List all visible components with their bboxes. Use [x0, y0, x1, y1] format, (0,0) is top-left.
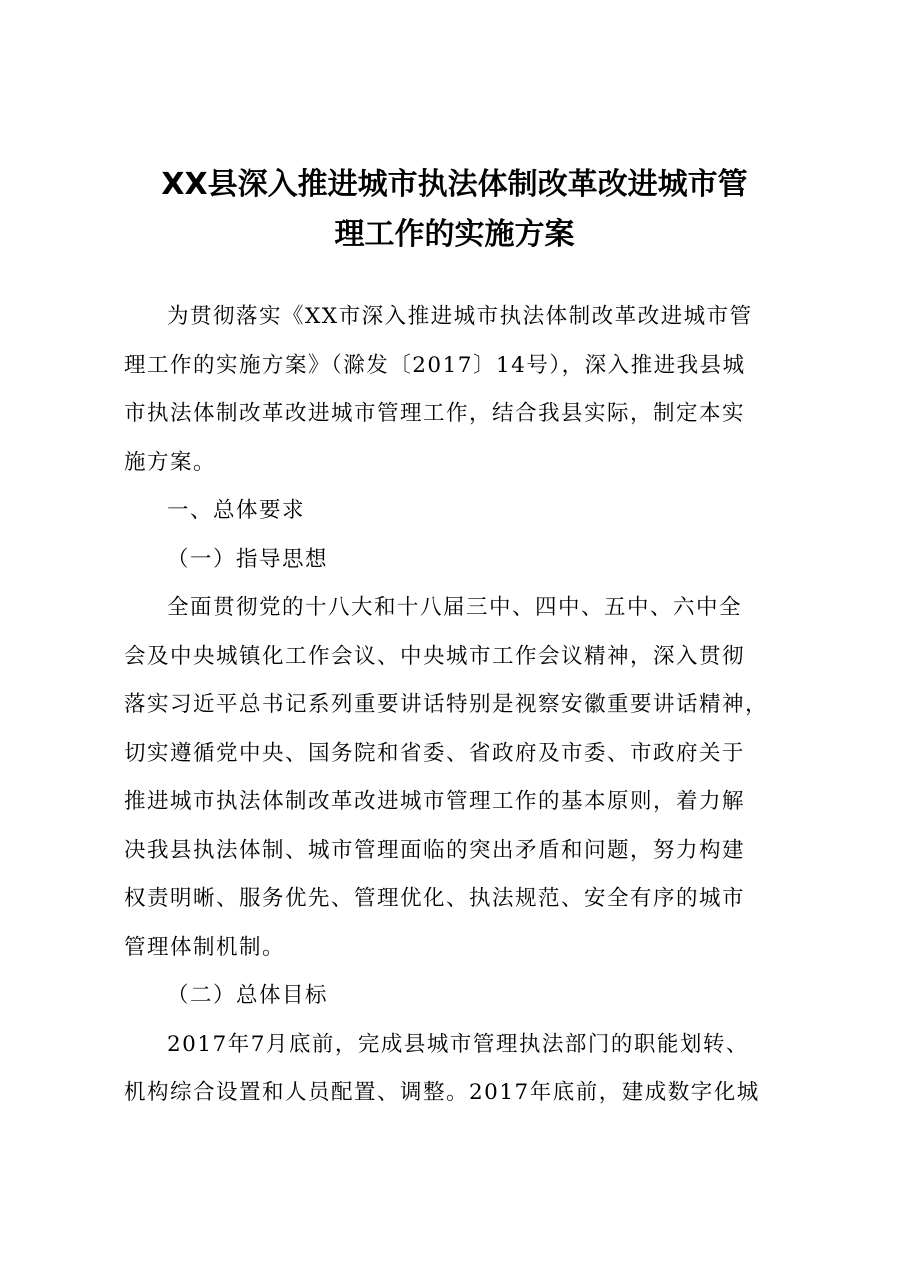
text-line: 切实遵循党中央、国务院和省委、省政府及市委、市政府关于: [124, 740, 746, 766]
text-line: 落实习近平总书记系列重要讲话特别是视察安徽重要讲话精神，: [124, 692, 769, 717]
heading-text: （一）指导思想: [167, 546, 329, 572]
body-paragraph: [124, 584, 796, 972]
title-line: XX县深入推进城市执法体制改革改进城市管: [161, 167, 748, 202]
section-heading: [124, 487, 796, 536]
title-line: 理工作的实施方案: [334, 217, 575, 252]
text-line: 机构综合设置和人员配置、调整。2017年底前，建成数字化城: [124, 1080, 760, 1105]
heading-text: （二）总体目标: [167, 983, 329, 1008]
text-line: 全面贯彻党的十八大和十八届三中、四中、五中、六中全: [167, 595, 743, 620]
text-line: 施方案。: [124, 449, 217, 475]
text-line: 市执法体制改革改进城市管理工作，结合我县实际，制定本实: [124, 401, 746, 426]
text-line: 理工作的实施方案》（滁发〔2017〕14号），深入推进我县城: [124, 352, 746, 378]
body-paragraph: [124, 1021, 796, 1118]
text-line: 2017年7月底前，完成县城市管理执法部门的职能划转、: [167, 1031, 749, 1057]
document-body: [124, 293, 796, 1118]
body-paragraph: [124, 293, 796, 487]
subsection-heading: [124, 972, 796, 1021]
text-line: 推进城市执法体制改革改进城市管理工作的基本原则，着力解: [124, 789, 746, 814]
text-line: 管理体制机制。: [124, 934, 286, 960]
subsection-heading: [124, 536, 796, 585]
text-line: 会及中央城镇化工作会议、中央城市工作会议精神，深入贯彻: [124, 643, 746, 669]
text-line: 决我县执法体制、城市管理面临的突出矛盾和问题，努力构建: [124, 837, 746, 863]
text-line: 权责明晰、服务优先、管理优化、执法规范、安全有序的城市: [124, 886, 746, 911]
text-line: 为贯彻落实《XX市深入推进城市执法体制改革改进城市管: [167, 304, 753, 329]
heading-text: 一、总体要求: [167, 498, 306, 523]
document-title: [120, 160, 789, 260]
